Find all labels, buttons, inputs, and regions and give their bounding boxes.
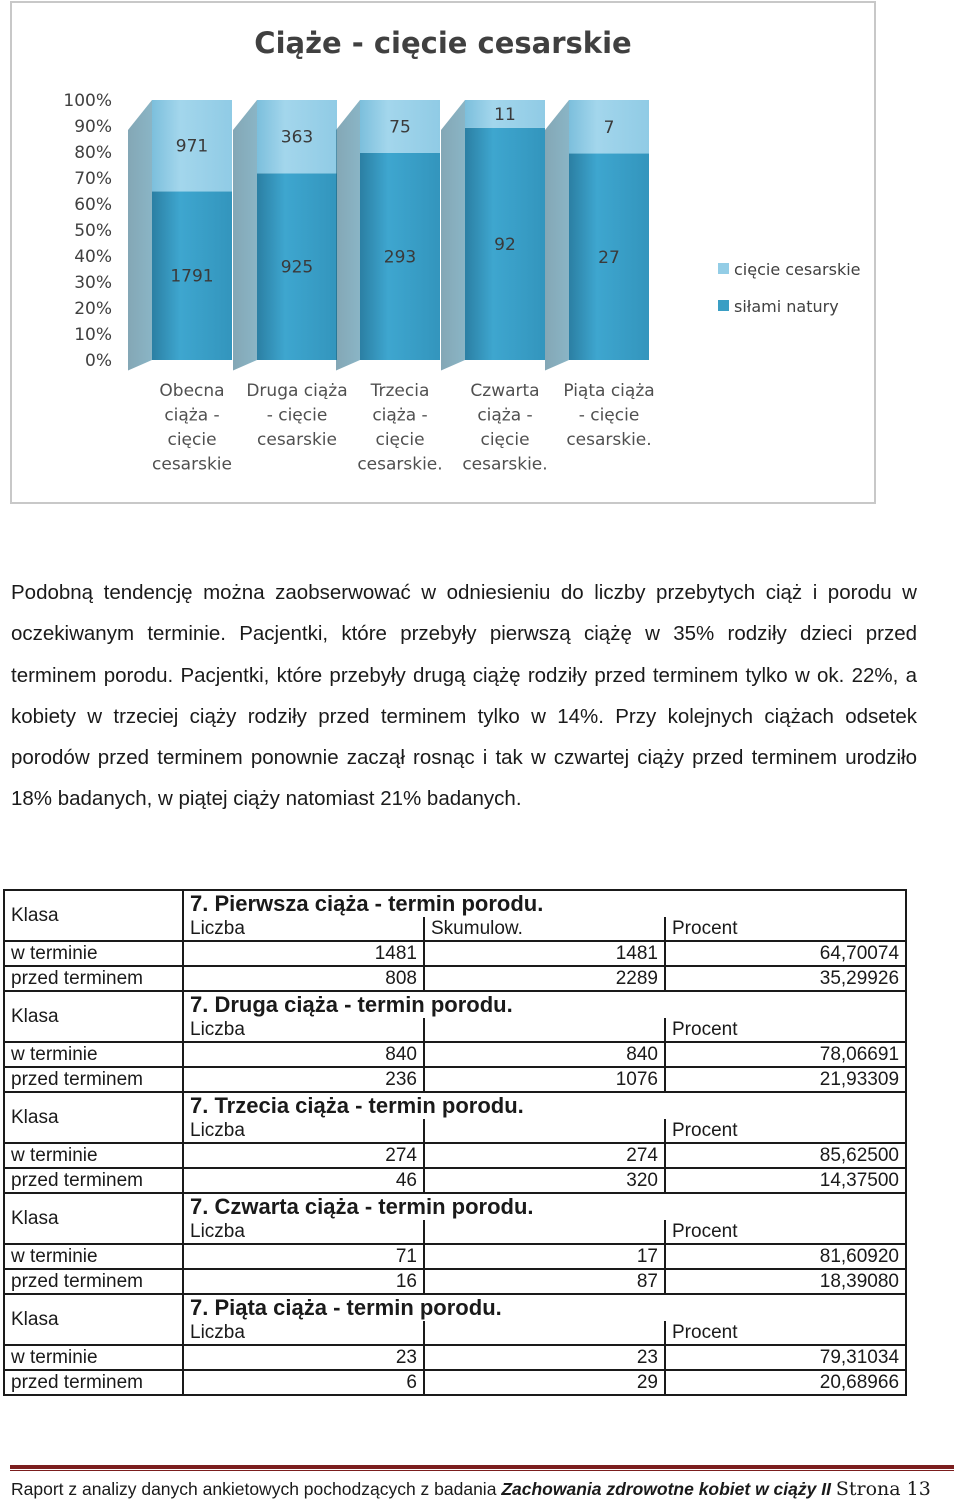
x-category-label: Obecna — [159, 381, 225, 401]
x-category-label: cesarskie — [152, 454, 232, 475]
y-tick-label: 0% — [85, 351, 112, 371]
footer-rule — [10, 1465, 954, 1469]
y-tick-label: 90% — [74, 117, 112, 137]
table-cell: 274 — [183, 1143, 424, 1168]
table-title: 7. Trzecia ciąża - termin porodu. — [183, 1092, 906, 1119]
data-label-natural: 1791 — [170, 266, 214, 287]
klasa-header: Klasa — [4, 991, 183, 1042]
klasa-header: Klasa — [4, 1092, 183, 1143]
frequency-table — [3, 990, 907, 1093]
x-category-label: - cięcie — [266, 405, 328, 426]
y-tick-label: 10% — [74, 325, 112, 345]
row-label: w terminie — [4, 1244, 183, 1269]
y-tick-label: 100% — [63, 91, 112, 111]
bar-side — [336, 100, 360, 371]
x-category-label: cesarskie — [257, 430, 337, 450]
table-row — [4, 1042, 906, 1067]
table-cell: 840 — [183, 1042, 424, 1067]
column-header: Liczba — [183, 917, 424, 941]
column-header: Procent — [665, 1018, 906, 1042]
table-cell: 81,60920 — [665, 1244, 906, 1269]
table-cell: 23 — [183, 1345, 424, 1370]
table-cell: 71 — [183, 1244, 424, 1269]
table-cell: 78,06691 — [665, 1042, 906, 1067]
legend-label: siłami natury — [734, 297, 839, 316]
row-label: przed terminem — [4, 1370, 183, 1395]
column-header — [424, 1220, 665, 1244]
column-header: Liczba — [183, 1119, 424, 1143]
table-cell: 840 — [424, 1042, 665, 1067]
x-category-label: cięcie — [167, 430, 217, 450]
data-label-cesarean: 7 — [603, 117, 615, 138]
table-cell: 808 — [183, 966, 424, 991]
row-label: przed terminem — [4, 1067, 183, 1092]
footer-study-title: Zachowania zdrowotne kobiet w ciąży II — [501, 1479, 831, 1499]
table-title: 7. Piąta ciąża - termin porodu. — [183, 1294, 906, 1321]
column-header — [424, 1119, 665, 1143]
data-label-natural: 925 — [280, 257, 314, 278]
x-category-label: cesarskie. — [566, 430, 652, 450]
table-cell: 23 — [424, 1345, 665, 1370]
klasa-header: Klasa — [4, 1193, 183, 1244]
column-header: Procent — [665, 917, 906, 941]
column-header: Skumulow. — [424, 917, 665, 941]
legend-swatch — [718, 300, 729, 311]
table-title: 7. Czwarta ciąża - termin porodu. — [183, 1193, 906, 1220]
stacked-bar-chart — [12, 3, 874, 502]
table-cell: 1481 — [183, 941, 424, 966]
row-label: przed terminem — [4, 1168, 183, 1193]
table-cell: 2289 — [424, 966, 665, 991]
bar-side — [441, 100, 465, 371]
column-header: Procent — [665, 1119, 906, 1143]
table-row — [4, 1067, 906, 1092]
legend-label: cięcie cesarskie — [734, 260, 861, 279]
column-header: Liczba — [183, 1220, 424, 1244]
table-cell: 79,31034 — [665, 1345, 906, 1370]
footer-rule-thin — [10, 1470, 954, 1471]
x-category-label: cesarskie. — [462, 454, 548, 475]
footer-text: Raport z analizy danych ankietowych pochodzących z badania — [11, 1479, 497, 1499]
table-row — [4, 1143, 906, 1168]
table-cell: 85,62500 — [665, 1143, 906, 1168]
x-category-label: cesarskie. — [357, 454, 443, 475]
table-cell: 236 — [183, 1067, 424, 1092]
chart-frame — [10, 1, 876, 504]
row-label: przed terminem — [4, 966, 183, 991]
y-tick-label: 80% — [74, 143, 112, 163]
column-header: Procent — [665, 1220, 906, 1244]
y-tick-label: 30% — [74, 273, 112, 293]
y-tick-label: 50% — [74, 221, 112, 241]
data-label-natural: 293 — [383, 247, 417, 268]
data-label-natural: 92 — [494, 234, 516, 255]
frequency-table — [3, 1091, 907, 1194]
table-cell: 320 — [424, 1168, 665, 1193]
frequency-table — [3, 1192, 907, 1295]
table-cell: 6 — [183, 1370, 424, 1395]
table-row — [4, 1168, 906, 1193]
table-row — [4, 1370, 906, 1395]
table-cell: 35,29926 — [665, 966, 906, 991]
table-cell: 64,70074 — [665, 941, 906, 966]
bar-side — [545, 100, 569, 371]
data-label-natural: 27 — [598, 247, 620, 268]
chart-legend — [718, 260, 861, 316]
y-tick-label: 70% — [74, 169, 112, 189]
row-label: w terminie — [4, 1143, 183, 1168]
category-labels — [152, 381, 655, 475]
x-category-label: cięcie — [480, 430, 530, 450]
legend-swatch — [718, 263, 729, 274]
data-label-cesarean: 363 — [280, 127, 314, 148]
table-cell: 16 — [183, 1269, 424, 1294]
y-tick-label: 20% — [74, 299, 112, 319]
x-category-label: ciąża - — [477, 405, 533, 426]
x-category-label: Czwarta — [470, 381, 540, 401]
table-row — [4, 1269, 906, 1294]
x-category-label: ciąża - — [372, 405, 428, 426]
row-label: przed terminem — [4, 1269, 183, 1294]
x-category-label: Trzecia — [370, 381, 430, 401]
table-cell: 14,37500 — [665, 1168, 906, 1193]
column-header: Procent — [665, 1321, 906, 1345]
table-cell: 21,93309 — [665, 1067, 906, 1092]
klasa-header: Klasa — [4, 1294, 183, 1345]
data-label-cesarean: 75 — [389, 117, 411, 138]
row-label: w terminie — [4, 1345, 183, 1370]
data-label-cesarean: 971 — [175, 136, 209, 157]
column-header — [424, 1018, 665, 1042]
column-header: Liczba — [183, 1321, 424, 1345]
table-cell: 29 — [424, 1370, 665, 1395]
table-row — [4, 966, 906, 991]
x-category-label: cięcie — [375, 430, 425, 450]
x-category-label: Druga ciąża — [246, 381, 348, 401]
y-tick-label: 40% — [74, 247, 112, 267]
bars-group — [128, 100, 649, 371]
page-footer — [11, 1478, 959, 1500]
x-category-label: - cięcie — [578, 405, 640, 426]
table-title: 7. Druga ciąża - termin porodu. — [183, 991, 906, 1018]
x-category-label: Piąta ciąża — [563, 381, 655, 401]
table-cell: 20,68966 — [665, 1370, 906, 1395]
klasa-header: Klasa — [4, 890, 183, 941]
table-cell: 17 — [424, 1244, 665, 1269]
table-cell: 87 — [424, 1269, 665, 1294]
table-cell: 46 — [183, 1168, 424, 1193]
table-row — [4, 941, 906, 966]
table-row — [4, 1244, 906, 1269]
y-axis-ticks — [63, 91, 112, 371]
row-label: w terminie — [4, 1042, 183, 1067]
table-row — [4, 1345, 906, 1370]
chart-title: Ciąże - cięcie cesarskie — [254, 26, 632, 60]
table-cell: 274 — [424, 1143, 665, 1168]
frequency-tables — [3, 889, 905, 1396]
data-label-cesarean: 11 — [494, 104, 516, 125]
bar-side — [128, 100, 152, 371]
table-cell: 1481 — [424, 941, 665, 966]
column-header: Liczba — [183, 1018, 424, 1042]
y-tick-label: 60% — [74, 195, 112, 215]
body-paragraph: Podobną tendencję można zaobserwować w odniesieniu do liczby przebytych ciąż i porodu w oczekiwanym terminie. Pacjentki, które przebyły pierwszą ciążę w 35% rodziły dzieci przed terminem porodu. Pacjentki, które przebyły drugą ciążę rodziły przed terminem tylko w ok. 22%, a kobiety w trzeciej ciąży rodziły przed terminem tylko w 14%. Przy kolejnych ciążach odsetek porodów przed terminem ponownie zaczął rosnąc i tak w czwartej ciąży przed terminem urodziło 18% badanych, w piątej ciąży natomiast 21% badanych. — [11, 581, 917, 811]
frequency-table — [3, 1293, 907, 1396]
frequency-table — [3, 889, 907, 992]
bar-side — [233, 100, 257, 371]
table-cell: 18,39080 — [665, 1269, 906, 1294]
page-number: Strona 13 — [835, 1478, 931, 1500]
column-header — [424, 1321, 665, 1345]
row-label: w terminie — [4, 941, 183, 966]
table-cell: 1076 — [424, 1067, 665, 1092]
table-title: 7. Pierwsza ciąża - termin porodu. — [183, 890, 906, 917]
x-category-label: ciąża - — [164, 405, 220, 426]
